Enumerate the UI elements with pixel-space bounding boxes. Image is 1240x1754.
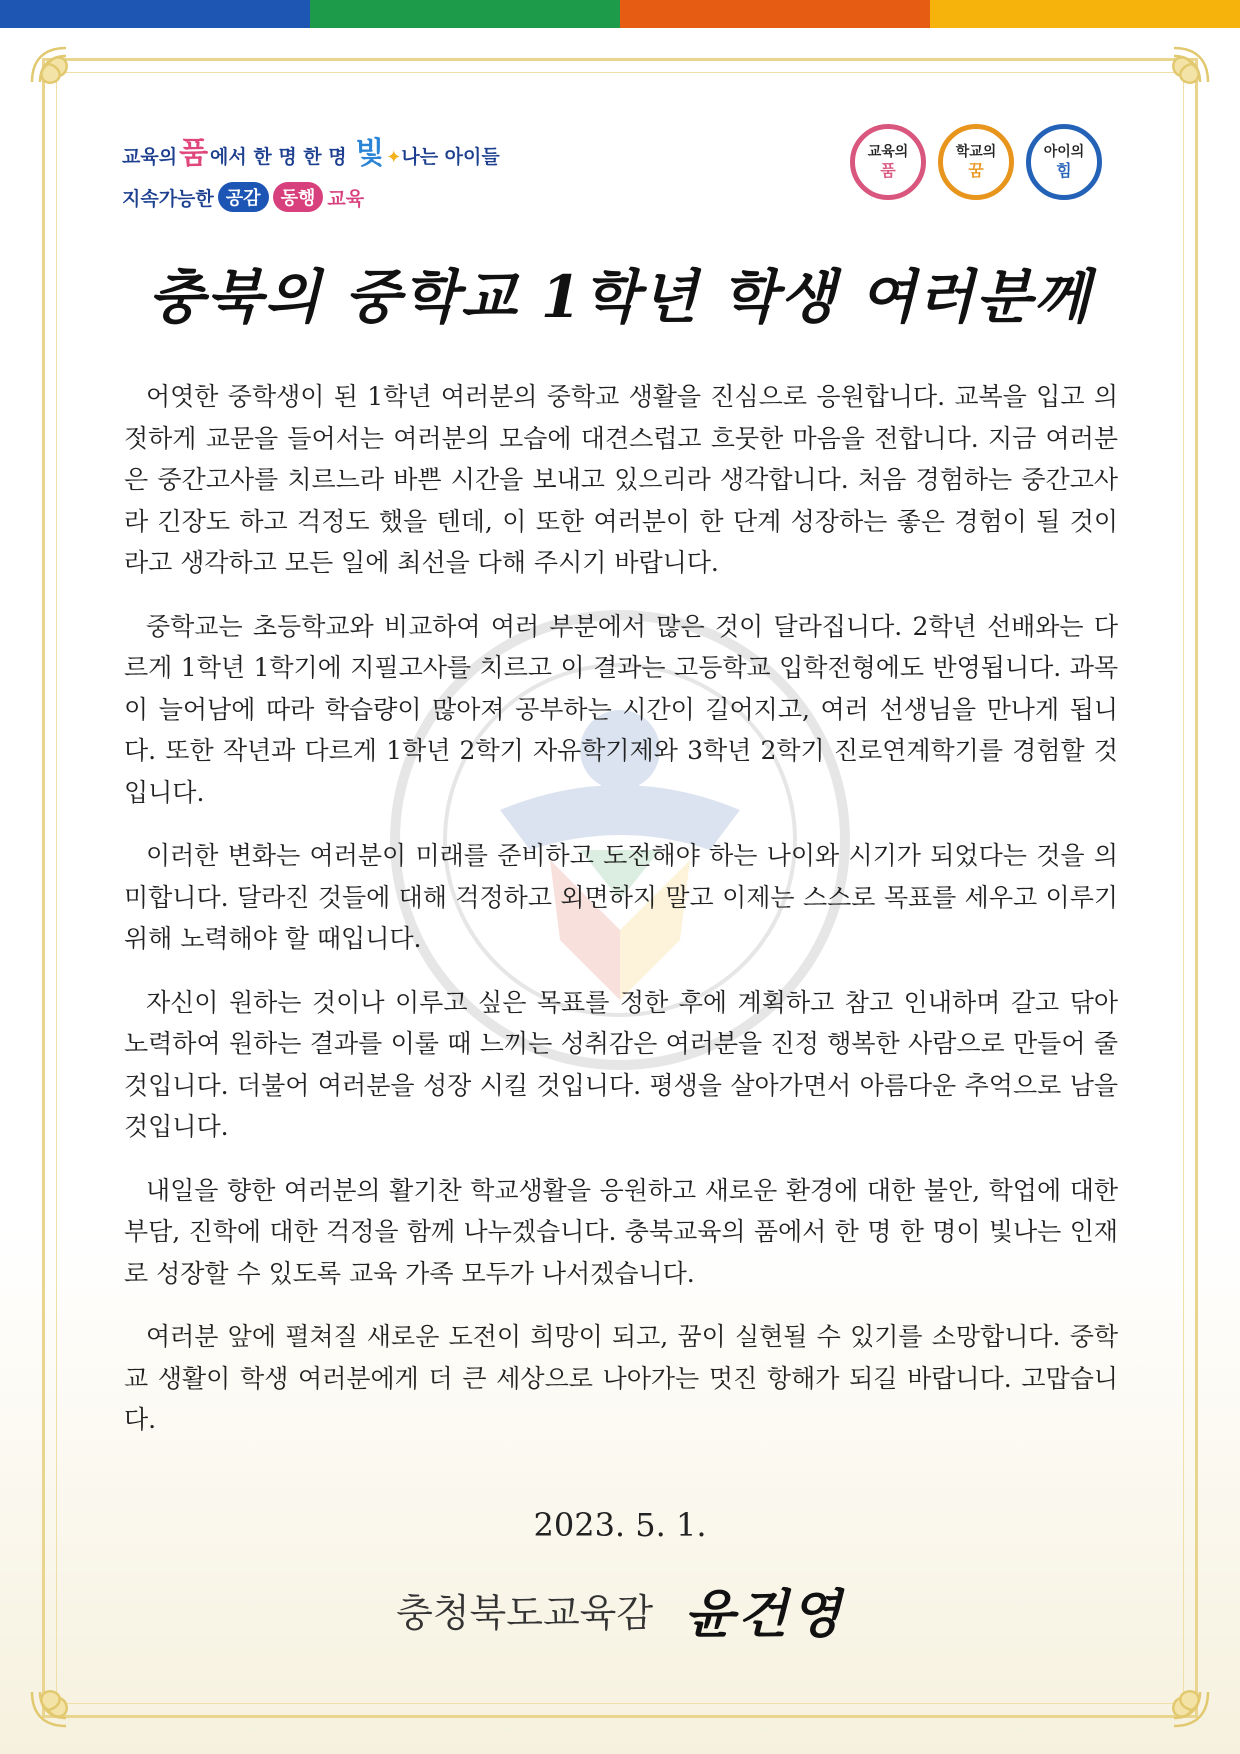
signature-block: [0, 1572, 1240, 1647]
color-top-bar: [0, 0, 1240, 28]
badge-value: 꿈: [968, 160, 984, 180]
motto-badges: [850, 124, 1102, 200]
corner-ornament-icon: [26, 42, 106, 122]
body-paragraph: 이러한 변화는 여러분이 미래를 준비하고 도전해야 하는 나이와 시기가 되었다는 것을 의미합니다. 달라진 것들에 대해 걱정하고 외면하지 말고 이제는 스스로 목표를 세우고 이루기 위해 노력해야 할 때입니다.: [124, 841, 1118, 953]
badge-child: [1026, 124, 1102, 200]
slogan-text: 에서 한 명 한 명: [210, 146, 347, 168]
corner-ornament-icon: [1134, 42, 1214, 122]
body-paragraph: 자신이 원하는 것이나 이루고 싶은 목표를 정한 후에 계획하고 참고 인내하며 갈고 닦아 노력하여 원하는 결과를 이룰 때 느끼는 성취감은 여러분을 진정 행복한 사람으로 만들어 줄 것입니다. 더불어 여러분을 성장 시킬 것입니다. 평생을 살아가면서 아름다운 추억으로 남을 것입니다.: [124, 987, 1118, 1141]
slogan-text: 나는 아이들: [401, 146, 500, 168]
signer-title: 충청북도교육감: [396, 1591, 654, 1635]
body-paragraph: 어엿한 중학생이 된 1학년 여러분의 중학교 생활을 진심으로 응원합니다. 교복을 입고 의젓하게 교문을 들어서는 여러분의 모습에 대견스럽고 흐뭇한 마음을 전합니다. 지금 여러분은 중간고사를 치르느라 바쁜 시간을 보내고 있으리라 생각합니다. 처음 경험하는 중간고사라 긴장도 하고 걱정도 했을 텐데, 이 또한 여러분이 한 단계 성장하는 좋은 경험이 될 것이라고 생각하고 모든 일에 최선을 다해 주시기 바랍니다.: [124, 382, 1118, 577]
body-paragraph: 내일을 향한 여러분의 활기찬 학교생활을 응원하고 새로운 환경에 대한 불안, 학업에 대한 부담, 진학에 대한 걱정을 함께 나누겠습니다. 충북교육의 품에서 한 명 한 명이 빛나는 인재로 성장할 수 있도록 교육 가족 모두가 나서겠습니다.: [124, 1175, 1118, 1288]
corner-ornament-icon: [26, 1652, 106, 1732]
badge-value: 힘: [1056, 160, 1072, 180]
body-paragraph: 여러분 앞에 펼쳐질 새로운 도전이 희망이 되고, 꿈이 실현될 수 있기를 소망합니다. 중학교 생활이 학생 여러분에게 더 큰 세상으로 나아가는 멋진 항해가 되길 바랍니다. 고맙습니다.: [124, 1322, 1118, 1434]
education-slogan-logo: [122, 128, 500, 212]
badge-education: [850, 124, 926, 200]
letter-date: 2023. 5. 1.: [533, 1506, 707, 1544]
slogan-highlight: 품: [179, 136, 209, 171]
top-bar-green: [310, 0, 620, 28]
slogan-pill: 공감: [218, 182, 269, 212]
slogan-pill: 동행: [273, 182, 324, 212]
top-bar-yellow: [930, 0, 1240, 28]
badge-label: 교육의: [867, 144, 909, 160]
signer-name-signature: 윤건영: [684, 1584, 844, 1645]
body-paragraph: 중학교는 초등학교와 비교하여 여러 부분에서 많은 것이 달라집니다. 2학년 선배와는 다르게 1학년 1학기에 지필고사를 치르고 이 결과는 고등학교 입학전형에도 반영됩니다. 과목이 늘어남에 따라 학습량이 많아져 공부하는 시간이 길어지고, 여러 선생님을 만나게 됩니다. 또한 작년과 다르게 1학년 2학기 자유학기제와 3학년 2학기 진로연계학기를 경험할 것입니다.: [124, 611, 1118, 807]
slogan-text: 지속가능한: [122, 187, 214, 210]
corner-ornament-icon: [1134, 1652, 1214, 1732]
top-bar-blue: [0, 0, 310, 28]
badge-value: 품: [880, 160, 896, 180]
slogan-line-2: [122, 182, 500, 212]
badge-label: 학교의: [955, 144, 997, 160]
slogan-text: 교육: [327, 187, 365, 210]
badge-school: [938, 124, 1014, 200]
slogan-text: 교육의: [122, 146, 178, 168]
slogan-line-1: [122, 128, 500, 172]
letter-title: 충북의 중학교 1학년 학생 여러분께: [148, 263, 1092, 331]
badge-label: 아이의: [1043, 144, 1085, 160]
top-bar-orange: [620, 0, 930, 28]
star-icon: ✦: [386, 147, 402, 168]
letter-body: [124, 376, 1118, 1463]
slogan-highlight: 빛: [355, 136, 385, 171]
